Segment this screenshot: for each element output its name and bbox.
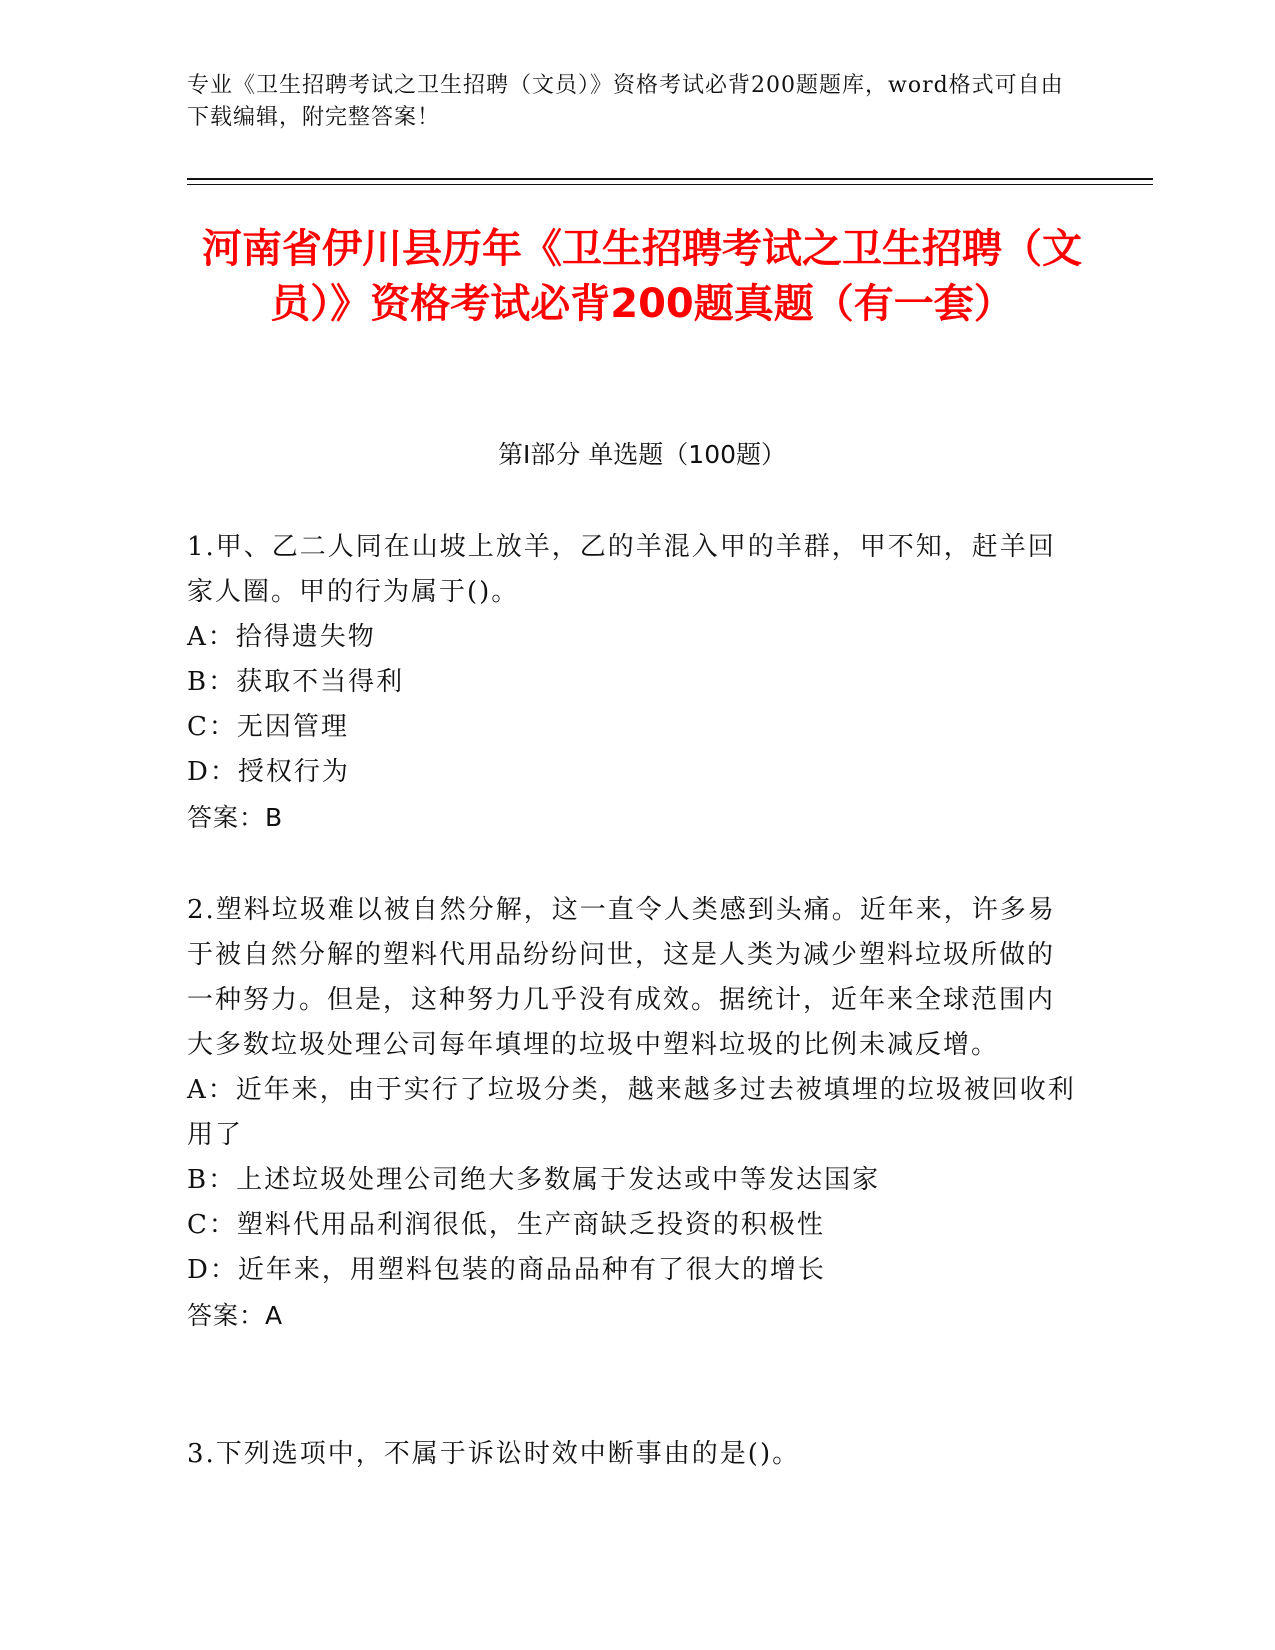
header-note: 专业《卫生招聘考试之卫生招聘（文员）》资格考试必背200题题库，word格式可自由下载编辑，附完整答案！ bbox=[187, 73, 1064, 130]
question-3 bbox=[187, 1432, 1077, 1477]
option-d: D：近年来，用塑料包装的商品品种有了很大的增长 bbox=[187, 1255, 826, 1285]
section-heading: 第I部分 单选题（100题） bbox=[497, 440, 787, 469]
answer-line: 答案：A bbox=[187, 1301, 284, 1330]
question-2 bbox=[187, 888, 1077, 1338]
header-divider-thin bbox=[187, 184, 1153, 185]
question-text: 2.塑料垃圾难以被自然分解，这一直令人类感到头痛。近年来，许多易于被自然分解的塑料代用品纷纷问世，这是人类为减少塑料垃圾所做的一种努力。但是，这种努力几乎没有成效。据统计，近年来全球范围内大多数垃圾处理公司每年填埋的垃圾中塑料垃圾的比例未减反增。 bbox=[187, 895, 1056, 1060]
question-text: 1.甲、乙二人同在山坡上放羊，乙的羊混入甲的羊群，甲不知，赶羊回家人圈。甲的行为属于()。 bbox=[187, 532, 1056, 607]
document-title: 河南省伊川县历年《卫生招聘考试之卫生招聘（文员）》资格考试必背200题真题（有一套） bbox=[202, 226, 1082, 327]
option-c: C：无因管理 bbox=[187, 712, 349, 742]
option-a: A：近年来，由于实行了垃圾分类，越来越多过去被填埋的垃圾被回收利用了 bbox=[187, 1075, 1076, 1150]
option-a: A：拾得遗失物 bbox=[187, 622, 376, 652]
option-b: B：获取不当得利 bbox=[187, 667, 405, 697]
option-d: D：授权行为 bbox=[187, 757, 350, 787]
answer-line: 答案：B bbox=[187, 803, 284, 832]
header-divider-thick bbox=[187, 178, 1153, 180]
question-1 bbox=[187, 525, 1077, 840]
option-c: C：塑料代用品利润很低，生产商缺乏投资的积极性 bbox=[187, 1210, 825, 1240]
question-text: 3.下列选项中，不属于诉讼时效中断事由的是()。 bbox=[187, 1439, 801, 1469]
option-b: B：上述垃圾处理公司绝大多数属于发达或中等发达国家 bbox=[187, 1165, 881, 1195]
